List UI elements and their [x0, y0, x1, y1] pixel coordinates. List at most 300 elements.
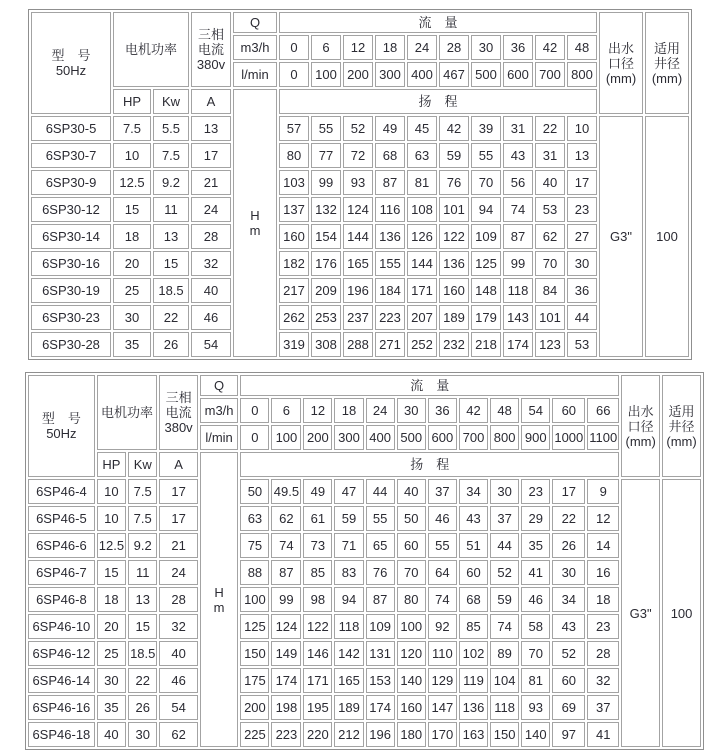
head-value-cell: 124 — [271, 614, 301, 639]
head-value-cell: 23 — [567, 197, 597, 222]
hp-header-cell: HP — [97, 452, 126, 477]
model-cell: 6SP30-16 — [31, 251, 111, 276]
motor-power-header-cell: 电机功率 — [97, 375, 158, 450]
head-value-cell: 43 — [552, 614, 585, 639]
head-value-cell: 60 — [397, 533, 426, 558]
well-value-cell: 100 — [662, 479, 701, 747]
a-value-cell: 17 — [191, 143, 231, 168]
hp-value-cell: 12.5 — [97, 533, 126, 558]
q-header-cell: Q — [233, 12, 277, 33]
outlet-diameter-header-cell — [621, 375, 660, 477]
well-diameter-header-cell — [662, 375, 701, 477]
model-cell: 6SP46-4 — [28, 479, 95, 504]
flow-lmin-value-cell: 700 — [535, 62, 565, 87]
flow-m3h-value-cell: 0 — [279, 35, 309, 60]
well-diameter-header-cell-line: 适用 — [668, 403, 695, 419]
head-value-cell: 17 — [552, 479, 585, 504]
hp-value-cell: 35 — [113, 332, 151, 357]
head-value-cell: 89 — [490, 641, 519, 666]
head-value-cell: 179 — [471, 305, 501, 330]
a-value-cell: 62 — [159, 722, 197, 747]
kw-value-cell: 26 — [128, 695, 157, 720]
flow-lmin-value-cell: 0 — [240, 425, 269, 450]
head-value-cell: 182 — [279, 251, 309, 276]
head-value-cell: 52 — [343, 116, 373, 141]
head-value-cell: 50 — [397, 506, 426, 531]
head-value-cell: 31 — [535, 143, 565, 168]
flow-lmin-value-cell: 467 — [439, 62, 469, 87]
kw-header-cell: Kw — [128, 452, 157, 477]
head-value-cell: 13 — [567, 143, 597, 168]
hp-value-cell: 40 — [97, 722, 126, 747]
a-value-cell: 21 — [159, 533, 197, 558]
flow-m3h-value-cell: 24 — [366, 398, 395, 423]
head-value-cell: 60 — [459, 560, 488, 585]
head-value-cell: 225 — [240, 722, 269, 747]
flow-lmin-value-cell: 800 — [490, 425, 519, 450]
head-value-cell: 147 — [428, 695, 457, 720]
a-header-cell: A — [191, 89, 231, 114]
head-value-cell: 71 — [334, 533, 363, 558]
hp-value-cell: 30 — [97, 668, 126, 693]
head-value-cell: 125 — [240, 614, 269, 639]
head-value-cell: 42 — [439, 116, 469, 141]
head-value-cell: 62 — [271, 506, 301, 531]
head-value-cell: 189 — [439, 305, 469, 330]
head-value-cell: 217 — [279, 278, 309, 303]
well-diameter-header-cell-line: (mm) — [666, 433, 697, 449]
head-value-cell: 153 — [366, 668, 395, 693]
head-value-cell: 53 — [567, 332, 597, 357]
head-value-cell: 116 — [375, 197, 405, 222]
head-unit-cell — [200, 452, 239, 747]
kw-value-cell: 7.5 — [153, 143, 189, 168]
hp-value-cell: 7.5 — [113, 116, 151, 141]
head-value-cell: 53 — [535, 197, 565, 222]
head-value-cell: 74 — [490, 614, 519, 639]
head-value-cell: 149 — [271, 641, 301, 666]
outlet-diameter-header-cell-line: 口径 — [607, 55, 634, 71]
head-value-cell: 22 — [535, 116, 565, 141]
kw-value-cell: 9.2 — [128, 533, 157, 558]
phase-current-header-cell-line: 三相 — [165, 390, 192, 405]
flow-lmin-value-cell: 500 — [397, 425, 426, 450]
head-value-cell: 92 — [428, 614, 457, 639]
head-value-cell: 136 — [375, 224, 405, 249]
head-value-cell: 77 — [311, 143, 341, 168]
head-value-cell: 209 — [311, 278, 341, 303]
hp-value-cell: 12.5 — [113, 170, 151, 195]
outlet-value-cell: G3" — [621, 479, 660, 747]
model-cell: 6SP46-18 — [28, 722, 95, 747]
well-diameter-header-cell-line: 井径 — [653, 55, 680, 71]
flow-lmin-value-cell: 1000 — [552, 425, 585, 450]
head-value-cell: 122 — [303, 614, 332, 639]
kw-value-cell: 18.5 — [153, 278, 189, 303]
head-value-cell: 176 — [311, 251, 341, 276]
head-value-cell: 88 — [240, 560, 269, 585]
head-value-cell: 271 — [375, 332, 405, 357]
a-value-cell: 17 — [159, 506, 197, 531]
head-value-cell: 69 — [552, 695, 585, 720]
model-cell: 6SP46-8 — [28, 587, 95, 612]
head-value-cell: 70 — [521, 641, 550, 666]
head-value-cell: 43 — [503, 143, 533, 168]
well-diameter-header-cell — [645, 12, 689, 114]
hp-value-cell: 30 — [113, 305, 151, 330]
head-value-cell: 136 — [459, 695, 488, 720]
well-diameter-header-cell-line: 井径 — [668, 418, 695, 434]
head-unit-cell-line: m — [249, 223, 261, 238]
phase-current-header-cell-line: 380v — [196, 57, 226, 72]
head-value-cell: 232 — [439, 332, 469, 357]
head-value-cell: 80 — [397, 587, 426, 612]
flow-lmin-value-cell: 300 — [334, 425, 363, 450]
head-value-cell: 174 — [503, 332, 533, 357]
head-value-cell: 41 — [587, 722, 619, 747]
head-value-cell: 44 — [567, 305, 597, 330]
kw-value-cell: 9.2 — [153, 170, 189, 195]
head-value-cell: 99 — [503, 251, 533, 276]
head-value-cell: 93 — [343, 170, 373, 195]
head-value-cell: 81 — [407, 170, 437, 195]
head-value-cell: 9 — [587, 479, 619, 504]
q-header-cell: Q — [200, 375, 239, 396]
head-value-cell: 119 — [459, 668, 488, 693]
flow-m3h-value-cell: 30 — [397, 398, 426, 423]
a-value-cell: 32 — [191, 251, 231, 276]
head-unit-cell — [233, 89, 277, 357]
head-value-cell: 74 — [503, 197, 533, 222]
head-value-cell: 87 — [375, 170, 405, 195]
model-header-cell-line: 型 号 — [51, 48, 91, 63]
head-value-cell: 237 — [343, 305, 373, 330]
head-value-cell: 155 — [375, 251, 405, 276]
kw-value-cell: 15 — [128, 614, 157, 639]
head-value-cell: 50 — [240, 479, 269, 504]
flow-m3h-value-cell: 30 — [471, 35, 501, 60]
head-value-cell: 52 — [490, 560, 519, 585]
a-value-cell: 54 — [191, 332, 231, 357]
model-header-cell — [28, 375, 95, 477]
head-value-cell: 123 — [535, 332, 565, 357]
hp-value-cell: 15 — [113, 197, 151, 222]
head-value-cell: 23 — [587, 614, 619, 639]
phase-current-header-cell — [159, 375, 197, 450]
flow-lmin-value-cell: 200 — [303, 425, 332, 450]
pump-spec-table-6sp30 — [28, 9, 692, 360]
kw-value-cell: 26 — [153, 332, 189, 357]
flow-lmin-value-cell: 1100 — [587, 425, 619, 450]
head-value-cell: 30 — [567, 251, 597, 276]
head-value-cell: 61 — [303, 506, 332, 531]
model-cell: 6SP46-14 — [28, 668, 95, 693]
head-value-cell: 174 — [366, 695, 395, 720]
head-value-cell: 55 — [428, 533, 457, 558]
head-value-cell: 74 — [271, 533, 301, 558]
kw-value-cell: 7.5 — [128, 479, 157, 504]
head-value-cell: 84 — [535, 278, 565, 303]
kw-value-cell: 13 — [153, 224, 189, 249]
kw-value-cell: 22 — [128, 668, 157, 693]
head-value-cell: 73 — [303, 533, 332, 558]
head-value-cell: 37 — [587, 695, 619, 720]
head-value-cell: 22 — [552, 506, 585, 531]
flow-m3h-value-cell: 6 — [271, 398, 301, 423]
outlet-diameter-header-cell — [599, 12, 643, 114]
head-value-cell: 223 — [271, 722, 301, 747]
flow-m3h-value-cell: 18 — [375, 35, 405, 60]
head-value-cell: 72 — [343, 143, 373, 168]
flow-header-cell: 流 量 — [279, 12, 597, 33]
head-value-cell: 132 — [311, 197, 341, 222]
head-value-cell: 49 — [375, 116, 405, 141]
hp-header-cell: HP — [113, 89, 151, 114]
model-header-cell-line: 50Hz — [46, 426, 77, 441]
model-cell: 6SP30-7 — [31, 143, 111, 168]
head-value-cell: 218 — [471, 332, 501, 357]
flow-m3h-value-cell: 36 — [428, 398, 457, 423]
model-cell: 6SP30-23 — [31, 305, 111, 330]
head-value-cell: 94 — [471, 197, 501, 222]
flow-lmin-value-cell: 500 — [471, 62, 501, 87]
well-diameter-header-cell-line: 适用 — [653, 40, 680, 56]
hp-value-cell: 10 — [97, 479, 126, 504]
head-value-cell: 125 — [471, 251, 501, 276]
a-value-cell: 46 — [191, 305, 231, 330]
head-value-cell: 43 — [459, 506, 488, 531]
head-value-cell: 150 — [490, 722, 519, 747]
flow-m3h-value-cell: 18 — [334, 398, 363, 423]
a-value-cell: 28 — [159, 587, 197, 612]
head-value-cell: 109 — [366, 614, 395, 639]
head-header-cell: 扬 程 — [240, 452, 619, 477]
head-value-cell: 14 — [587, 533, 619, 558]
hp-value-cell: 10 — [113, 143, 151, 168]
head-value-cell: 35 — [521, 533, 550, 558]
a-value-cell: 40 — [191, 278, 231, 303]
head-value-cell: 55 — [366, 506, 395, 531]
well-value-cell: 100 — [645, 116, 689, 357]
head-value-cell: 140 — [521, 722, 550, 747]
flow-m3h-value-cell: 42 — [459, 398, 488, 423]
head-value-cell: 40 — [397, 479, 426, 504]
flow-m3h-value-cell: 54 — [521, 398, 550, 423]
head-value-cell: 122 — [439, 224, 469, 249]
head-value-cell: 46 — [521, 587, 550, 612]
head-value-cell: 70 — [397, 560, 426, 585]
kw-value-cell: 18.5 — [128, 641, 157, 666]
head-value-cell: 41 — [521, 560, 550, 585]
flow-m3h-value-cell: 6 — [311, 35, 341, 60]
head-value-cell: 252 — [407, 332, 437, 357]
flow-m3h-value-cell: 60 — [552, 398, 585, 423]
head-value-cell: 196 — [366, 722, 395, 747]
a-value-cell: 54 — [159, 695, 197, 720]
head-value-cell: 170 — [428, 722, 457, 747]
head-value-cell: 65 — [366, 533, 395, 558]
head-value-cell: 195 — [303, 695, 332, 720]
model-header-cell — [31, 12, 111, 114]
head-value-cell: 94 — [334, 587, 363, 612]
head-value-cell: 75 — [240, 533, 269, 558]
lmin-unit-cell: l/min — [233, 62, 277, 87]
head-value-cell: 12 — [587, 506, 619, 531]
head-value-cell: 189 — [334, 695, 363, 720]
well-diameter-header-cell-line: (mm) — [651, 70, 683, 86]
phase-current-header-cell-line: 电流 — [197, 42, 224, 57]
head-value-cell: 74 — [428, 587, 457, 612]
head-value-cell: 160 — [279, 224, 309, 249]
head-value-cell: 85 — [459, 614, 488, 639]
head-value-cell: 124 — [343, 197, 373, 222]
flow-lmin-value-cell: 100 — [271, 425, 301, 450]
head-value-cell: 108 — [407, 197, 437, 222]
model-cell: 6SP46-6 — [28, 533, 95, 558]
outlet-diameter-header-cell-line: (mm) — [625, 433, 656, 449]
hp-value-cell: 20 — [113, 251, 151, 276]
head-value-cell: 62 — [535, 224, 565, 249]
a-value-cell: 40 — [159, 641, 197, 666]
model-cell: 6SP30-19 — [31, 278, 111, 303]
kw-value-cell: 5.5 — [153, 116, 189, 141]
kw-value-cell: 22 — [153, 305, 189, 330]
hp-value-cell: 35 — [97, 695, 126, 720]
head-value-cell: 109 — [471, 224, 501, 249]
head-value-cell: 34 — [459, 479, 488, 504]
head-value-cell: 99 — [311, 170, 341, 195]
head-value-cell: 56 — [503, 170, 533, 195]
head-value-cell: 180 — [397, 722, 426, 747]
kw-value-cell: 13 — [128, 587, 157, 612]
flow-m3h-value-cell: 12 — [343, 35, 373, 60]
outlet-value-cell: G3" — [599, 116, 643, 357]
flow-lmin-value-cell: 100 — [311, 62, 341, 87]
kw-header-cell: Kw — [153, 89, 189, 114]
flow-m3h-value-cell: 12 — [303, 398, 332, 423]
a-value-cell: 17 — [159, 479, 197, 504]
model-cell: 6SP46-10 — [28, 614, 95, 639]
head-value-cell: 60 — [552, 668, 585, 693]
hp-value-cell: 10 — [97, 506, 126, 531]
flow-lmin-value-cell: 700 — [459, 425, 488, 450]
head-value-cell: 27 — [567, 224, 597, 249]
head-value-cell: 18 — [587, 587, 619, 612]
hp-value-cell: 18 — [113, 224, 151, 249]
head-value-cell: 70 — [535, 251, 565, 276]
flow-lmin-value-cell: 600 — [503, 62, 533, 87]
head-value-cell: 55 — [311, 116, 341, 141]
head-value-cell: 44 — [490, 533, 519, 558]
flow-lmin-value-cell: 800 — [567, 62, 597, 87]
head-value-cell: 126 — [407, 224, 437, 249]
head-value-cell: 87 — [271, 560, 301, 585]
head-value-cell: 59 — [490, 587, 519, 612]
head-value-cell: 163 — [459, 722, 488, 747]
head-value-cell: 29 — [521, 506, 550, 531]
head-value-cell: 137 — [279, 197, 309, 222]
head-value-cell: 140 — [397, 668, 426, 693]
phase-current-header-cell-line: 380v — [164, 420, 193, 435]
head-value-cell: 80 — [279, 143, 309, 168]
head-value-cell: 47 — [334, 479, 363, 504]
hp-value-cell: 15 — [97, 560, 126, 585]
flow-m3h-value-cell: 66 — [587, 398, 619, 423]
head-value-cell: 148 — [471, 278, 501, 303]
head-value-cell: 174 — [271, 668, 301, 693]
head-value-cell: 81 — [521, 668, 550, 693]
model-cell: 6SP30-5 — [31, 116, 111, 141]
head-value-cell: 44 — [366, 479, 395, 504]
hp-value-cell: 18 — [97, 587, 126, 612]
flow-lmin-value-cell: 400 — [366, 425, 395, 450]
kw-value-cell: 11 — [153, 197, 189, 222]
head-value-cell: 142 — [334, 641, 363, 666]
head-value-cell: 262 — [279, 305, 309, 330]
head-value-cell: 31 — [503, 116, 533, 141]
head-value-cell: 63 — [240, 506, 269, 531]
head-value-cell: 10 — [567, 116, 597, 141]
head-value-cell: 103 — [279, 170, 309, 195]
head-value-cell: 207 — [407, 305, 437, 330]
head-value-cell: 55 — [471, 143, 501, 168]
flow-m3h-value-cell: 24 — [407, 35, 437, 60]
head-value-cell: 64 — [428, 560, 457, 585]
phase-current-header-cell — [191, 12, 231, 87]
kw-value-cell: 30 — [128, 722, 157, 747]
head-unit-cell-line: H — [214, 584, 224, 600]
head-value-cell: 196 — [343, 278, 373, 303]
model-cell: 6SP46-16 — [28, 695, 95, 720]
flow-lmin-value-cell: 200 — [343, 62, 373, 87]
head-value-cell: 70 — [471, 170, 501, 195]
model-cell: 6SP30-28 — [31, 332, 111, 357]
head-value-cell: 49 — [303, 479, 332, 504]
flow-header-cell: 流 量 — [240, 375, 619, 396]
head-value-cell: 288 — [343, 332, 373, 357]
pump-spec-table-6sp46 — [25, 372, 704, 750]
head-value-cell: 93 — [521, 695, 550, 720]
head-value-cell: 144 — [407, 251, 437, 276]
flow-lmin-value-cell: 600 — [428, 425, 457, 450]
head-value-cell: 136 — [439, 251, 469, 276]
head-value-cell: 37 — [428, 479, 457, 504]
head-value-cell: 104 — [490, 668, 519, 693]
head-value-cell: 28 — [587, 641, 619, 666]
head-value-cell: 68 — [459, 587, 488, 612]
head-value-cell: 45 — [407, 116, 437, 141]
head-value-cell: 144 — [343, 224, 373, 249]
head-value-cell: 30 — [552, 560, 585, 585]
model-cell: 6SP30-14 — [31, 224, 111, 249]
lmin-unit-cell: l/min — [200, 425, 239, 450]
head-value-cell: 76 — [439, 170, 469, 195]
head-value-cell: 76 — [366, 560, 395, 585]
kw-value-cell: 7.5 — [128, 506, 157, 531]
flow-m3h-value-cell: 48 — [567, 35, 597, 60]
head-value-cell: 102 — [459, 641, 488, 666]
a-value-cell: 24 — [191, 197, 231, 222]
head-value-cell: 154 — [311, 224, 341, 249]
head-value-cell: 110 — [428, 641, 457, 666]
outlet-diameter-header-cell-line: 口径 — [627, 418, 654, 434]
head-value-cell: 51 — [459, 533, 488, 558]
head-value-cell: 220 — [303, 722, 332, 747]
head-value-cell: 165 — [343, 251, 373, 276]
head-value-cell: 101 — [535, 305, 565, 330]
a-header-cell: A — [159, 452, 197, 477]
phase-current-header-cell-line: 三相 — [197, 27, 224, 42]
